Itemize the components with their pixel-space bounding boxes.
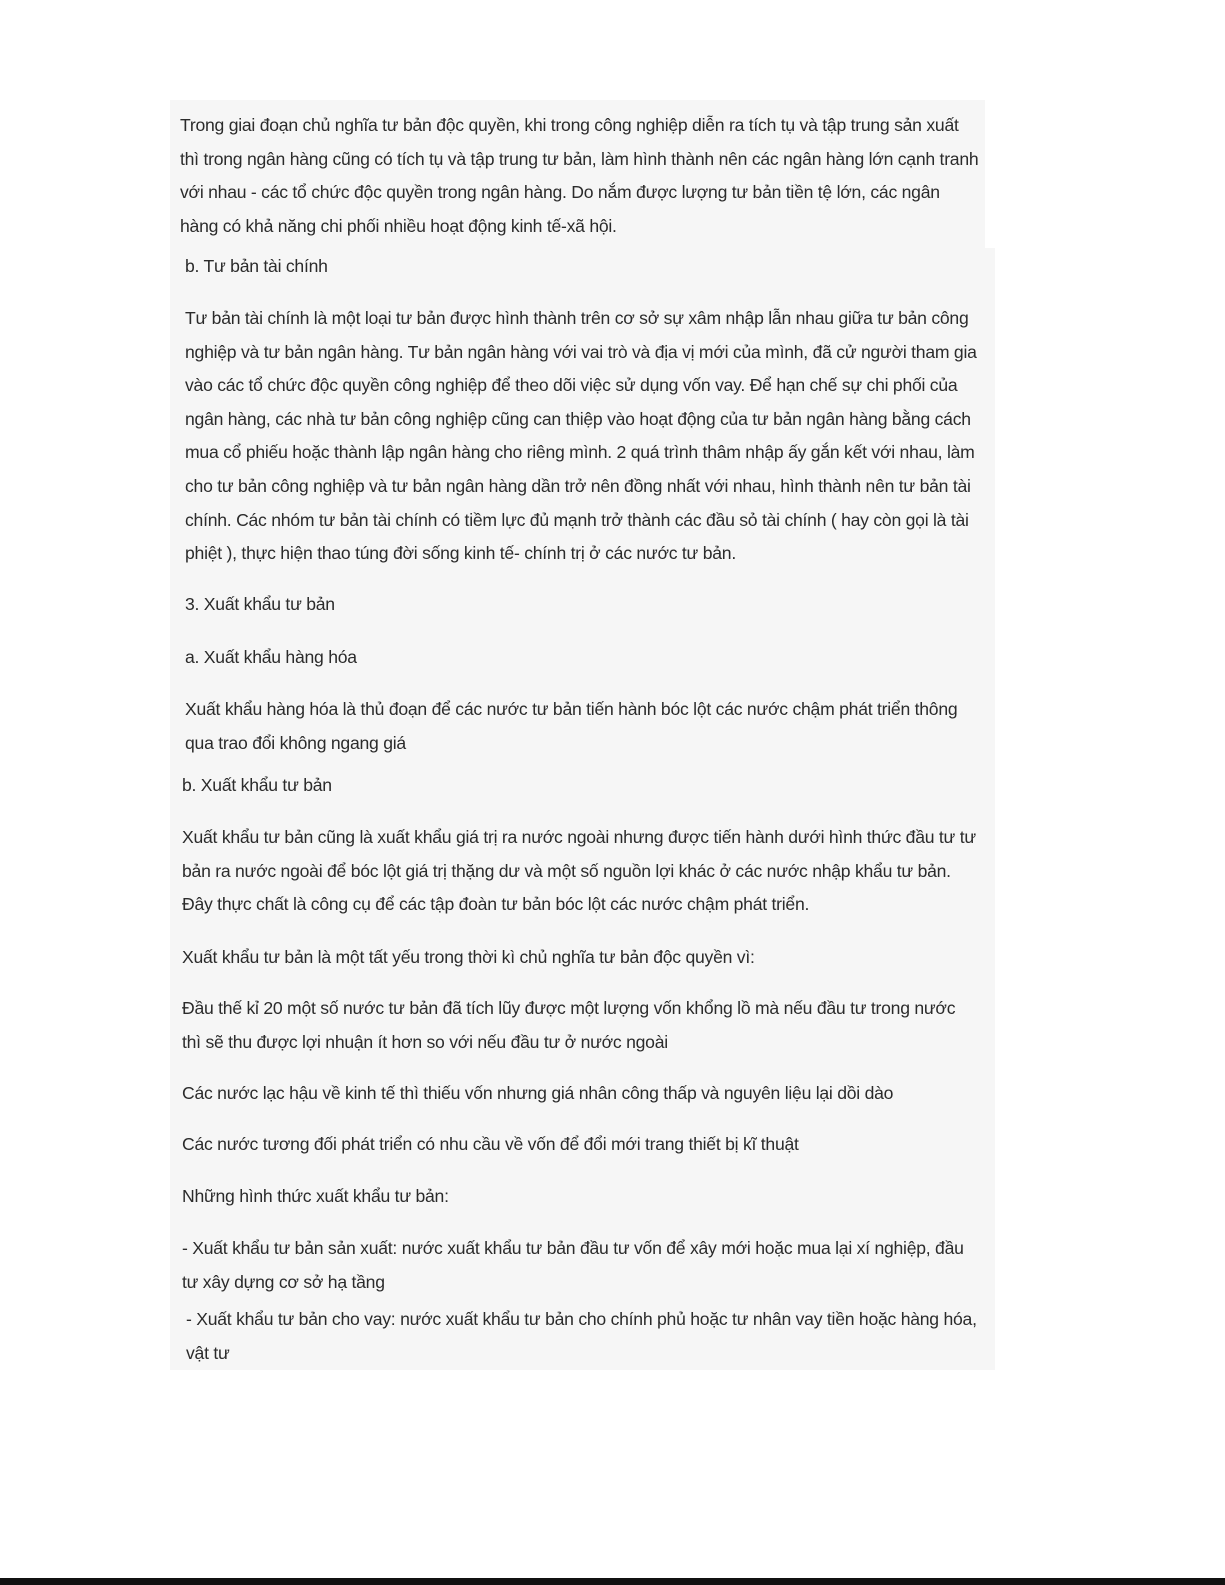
reason-2-paragraph	[182, 1077, 893, 1111]
text-line: vào các tổ chức độc quyền công nghiệp để theo dõi việc sử dụng vốn vay. Để hạn chế sự chi phối của	[185, 375, 958, 396]
text-line: Các nước tương đối phát triển có nhu cầu về vốn để đổi mới trang thiết bị kĩ thuật	[182, 1134, 799, 1154]
text-line: - Xuất khẩu tư bản sản xuất: nước xuất khẩu tư bản đầu tư vốn để xây mới hoặc mua lại xí nghiệp, đầu	[182, 1238, 964, 1258]
text-line: nghiệp và tư bản ngân hàng. Tư bản ngân hàng với vai trò và địa vị mới của mình, đã cử người tham gia	[185, 341, 977, 362]
text-line: Đây thực chất là công cụ để các tập đoàn tư bản bóc lột các nước chậm phát triển.	[182, 894, 810, 915]
heading-text: 3. Xuất khẩu tư bản	[185, 594, 335, 614]
text-line: mua cổ phiếu hoặc thành lập ngân hàng cho riêng mình. 2 quá trình thâm nhập ấy gắn kết với nhau, làm	[185, 442, 975, 463]
form-production-paragraph	[182, 1232, 964, 1299]
text-line: phiệt ), thực hiện thao túng đời sống kinh tế- chính trị ở các nước tư bản.	[185, 543, 736, 564]
text-line: Trong giai đoạn chủ nghĩa tư bản độc quyền, khi trong công nghiệp diễn ra tích tụ và tập trung sản xuất	[180, 115, 959, 135]
heading-goods-export	[185, 641, 357, 675]
page-bottom-border	[0, 1578, 1225, 1585]
text-line: Xuất khẩu tư bản cũng là xuất khẩu giá trị ra nước ngoài nhưng được tiến hành dưới hình thức đầu tư tư	[182, 827, 976, 847]
text-line: bản ra nước ngoài để bóc lột giá trị thặng dư và một số nguồn lợi khác ở các nước nhập khẩu tư bản.	[182, 860, 951, 881]
text-line: hàng có khả năng chi phối nhiều hoạt động kinh tế-xã hội.	[180, 215, 617, 236]
reason-1-paragraph	[182, 992, 955, 1059]
text-line: vật tư	[186, 1342, 230, 1363]
heading-text: b. Tư bản tài chính	[185, 256, 328, 276]
text-line: chính. Các nhóm tư bản tài chính có tiềm lực đủ mạnh trở thành các đầu sỏ tài chính ( hay còn gọi là tài	[185, 509, 969, 530]
reason-3-paragraph	[182, 1128, 799, 1162]
text-line: Những hình thức xuất khẩu tư bản:	[182, 1186, 449, 1206]
text-line: ngân hàng, các nhà tư bản công nghiệp cũng can thiệp vào hoạt động của tư bản ngân hàng bằng cách	[185, 408, 971, 429]
heading-capital-export	[182, 769, 332, 803]
text-line: với nhau - các tổ chức độc quyền trong ngân hàng. Do nắm được lượng tư bản tiền tệ lớn, các ngân	[180, 182, 940, 203]
heading-financial-capital	[185, 250, 328, 284]
text-line: tư xây dựng cơ sở hạ tầng	[182, 1271, 385, 1292]
forms-heading	[182, 1180, 449, 1214]
heading-text: b. Xuất khẩu tư bản	[182, 775, 332, 795]
text-line: thì trong ngân hàng cũng có tích tụ và tập trung tư bản, làm hình thành nên các ngân hàng lớn cạnh tranh	[180, 148, 979, 169]
text-line: qua trao đổi không ngang giá	[185, 732, 406, 753]
text-line: Tư bản tài chính là một loại tư bản được hình thành trên cơ sở sự xâm nhập lẫn nhau giữa tư bản công	[185, 308, 969, 328]
text-line: thì sẽ thu được lợi nhuận ít hơn so với nếu đầu tư ở nước ngoài	[182, 1031, 668, 1052]
capital-export-paragraph	[182, 821, 976, 922]
form-loan-paragraph	[186, 1303, 977, 1370]
text-line: cho tư bản công nghiệp và tư bản ngân hàng dần trở nên đồng nhất với nhau, hình thành nên tư bản tài	[185, 475, 971, 496]
heading-capital-export-section	[185, 588, 335, 622]
text-line: - Xuất khẩu tư bản cho vay: nước xuất khẩu tư bản cho chính phủ hoặc tư nhân vay tiền hoặc hàng hóa,	[186, 1309, 977, 1329]
text-line: Các nước lạc hậu về kinh tế thì thiếu vốn nhưng giá nhân công thấp và nguyên liệu lại dồi dào	[182, 1083, 894, 1103]
financial-capital-paragraph	[185, 302, 977, 571]
text-line: Đầu thế kỉ 20 một số nước tư bản đã tích lũy được một lượng vốn khổng lồ mà nếu đầu tư trong nước	[182, 998, 956, 1018]
text-line: Xuất khẩu tư bản là một tất yếu trong thời kì chủ nghĩa tư bản độc quyền vì:	[182, 947, 755, 967]
intro-paragraph	[180, 109, 978, 243]
heading-text: a. Xuất khẩu hàng hóa	[185, 647, 357, 667]
necessity-paragraph	[182, 941, 755, 975]
text-line: Xuất khẩu hàng hóa là thủ đoạn để các nước tư bản tiến hành bóc lột các nước chậm phát triển thông	[185, 699, 958, 719]
goods-export-paragraph	[185, 693, 957, 760]
